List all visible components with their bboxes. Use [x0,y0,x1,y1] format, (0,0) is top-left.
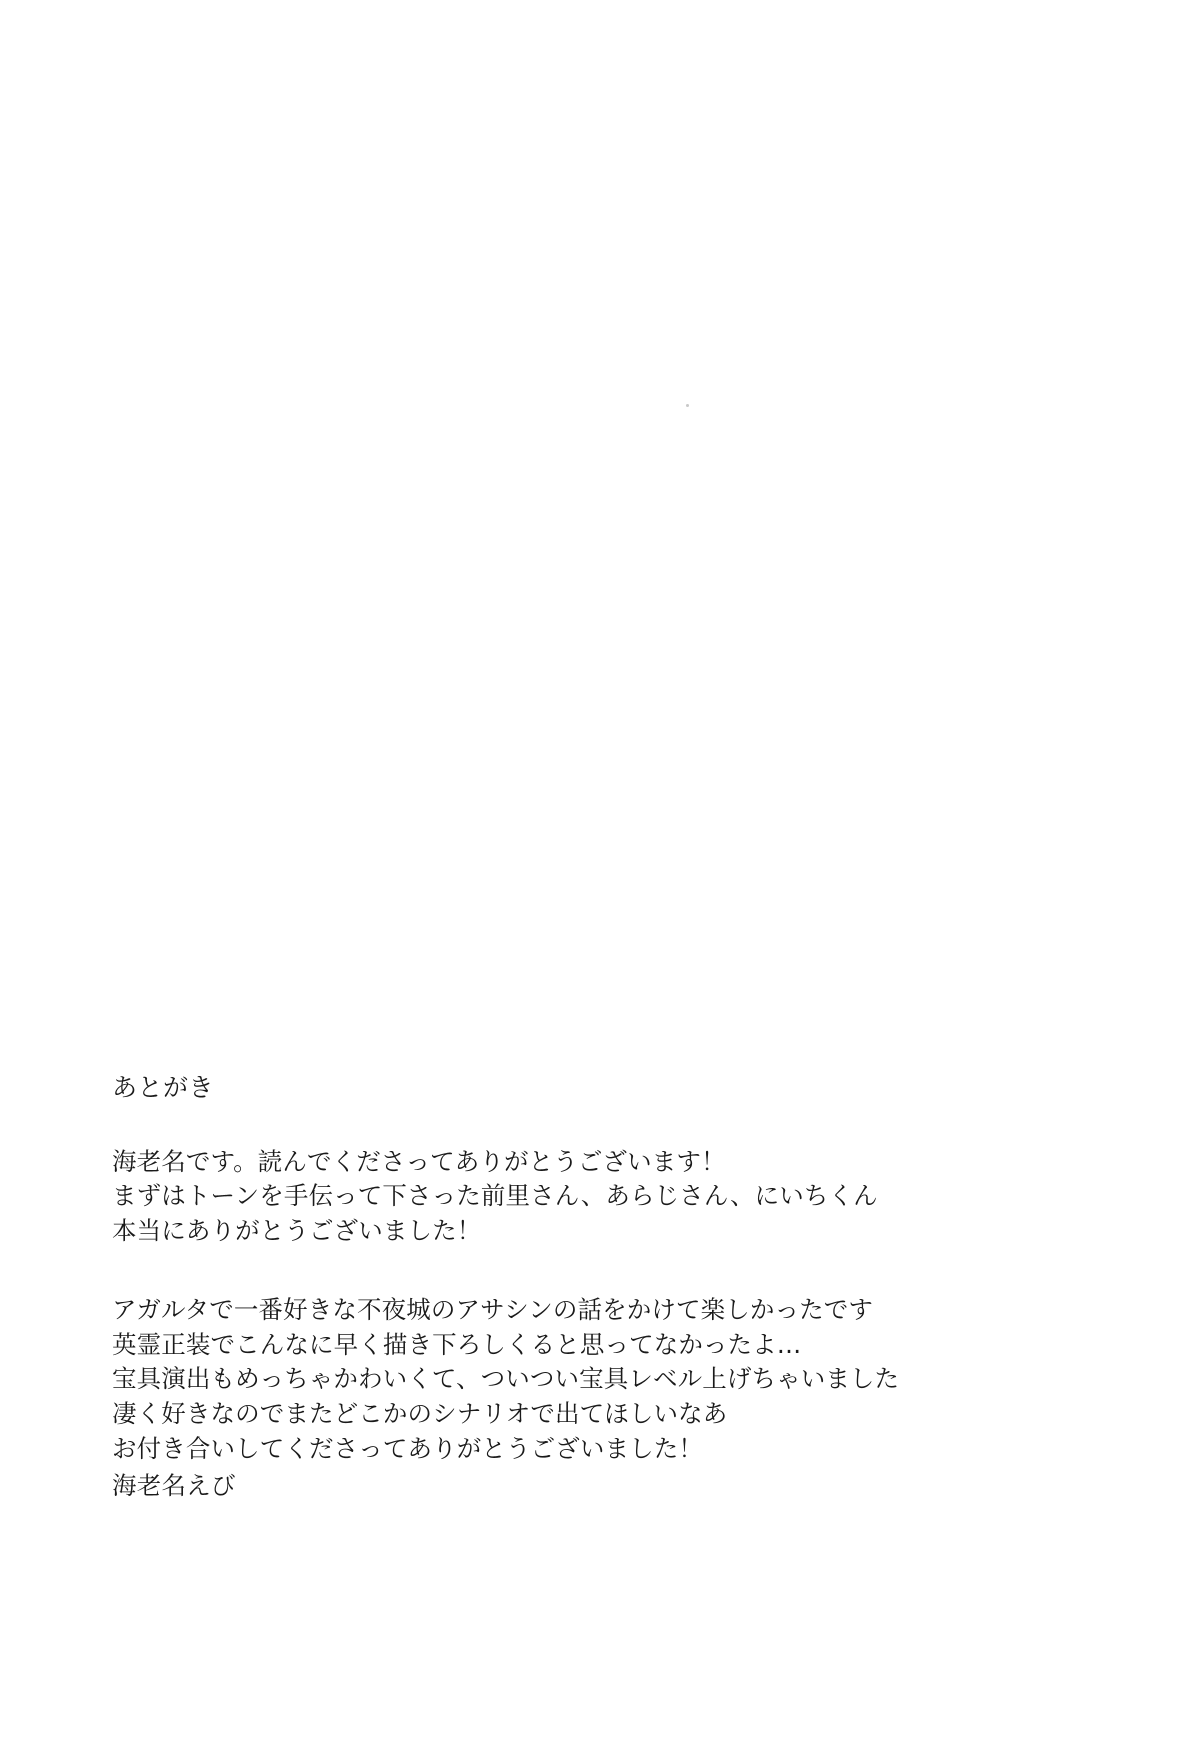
afterword-paragraph-1 [112,1145,1092,1249]
afterword-line: 海老名です。読んでくださってありがとうございます！ [112,1146,726,1176]
afterword-line: お付き合いしてくださってありがとうございました！ [112,1433,703,1463]
speck-artifact [686,404,689,407]
afterword-paragraph-2 [112,1293,1092,1467]
afterword-line: アガルタで一番好きな不夜城のアサシンの話をかけて楽しかったです [112,1294,873,1324]
afterword-line: 凄く好きなのでまたどこかのシナリオで出てほしいなあ [112,1399,728,1429]
afterword-section [112,1072,1092,1467]
afterword-line: 英霊正装でこんなに早く描き下ろしくると思ってなかったよ… [112,1329,802,1359]
author-signature: 海老名えび [112,1471,236,1500]
afterword-heading: あとがき [112,1073,215,1102]
afterword-line: 本当にありがとうございました！ [112,1216,482,1246]
afterword-line: 宝具演出もめっちゃかわいくて、ついつい宝具レベル上げちゃいました [112,1364,900,1394]
afterword-line: まずはトーンを手伝って下さった前里さん、あらじさん、にいちくん [112,1181,878,1211]
